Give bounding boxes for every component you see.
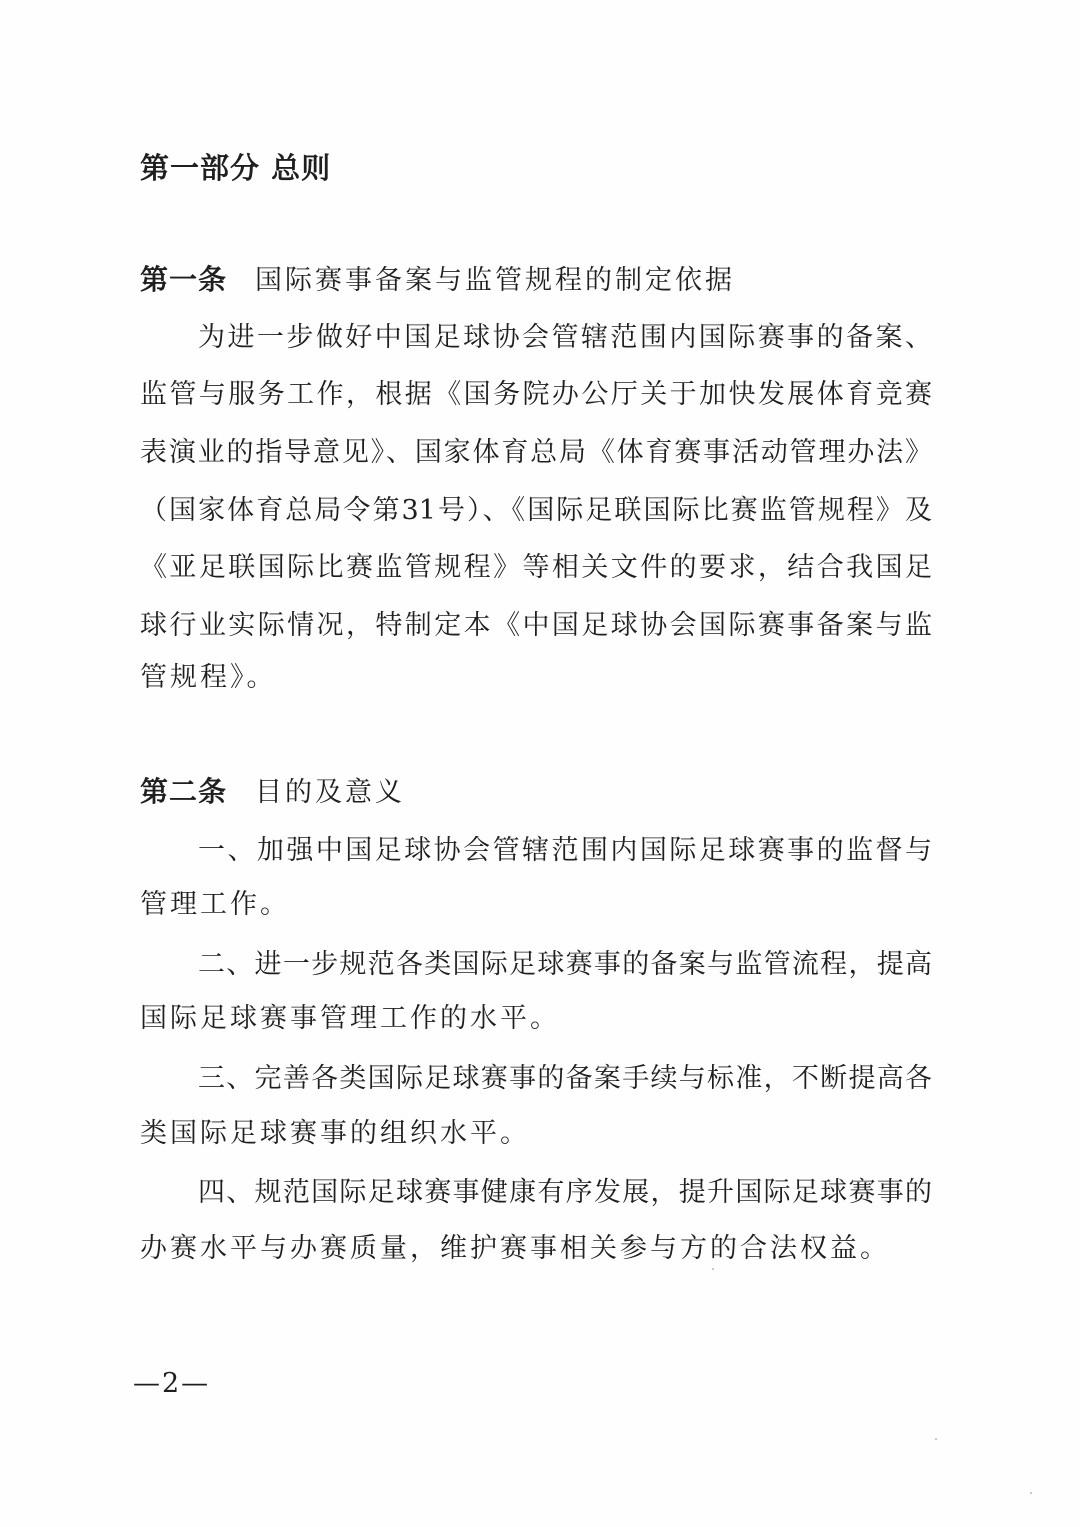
article-1-line: 为进一步做好中国足球协会管辖范围内国际赛事的备案、: [198, 322, 932, 353]
article-1-line: 管规程》。: [140, 662, 277, 693]
article-2-line: 办赛水平与办赛质量，维护赛事相关参与方的合法权益。: [140, 1233, 890, 1264]
page-number: —2—: [133, 1368, 211, 1399]
article-2-line: 类国际足球赛事的组织水平。: [140, 1118, 530, 1149]
scan-speck: [935, 1438, 937, 1440]
article-1-number: 第一条: [140, 263, 228, 296]
article-2-line: 国际足球赛事管理工作的水平。: [140, 1003, 560, 1034]
article-1-heading: [140, 258, 735, 298]
article-2-line: 管理工作。: [140, 889, 290, 920]
article-2-number: 第二条: [140, 775, 228, 808]
article-2-heading: [140, 770, 405, 810]
article-2-line: 三、完善各类国际足球赛事的备案手续与标准，不断提高各: [198, 1063, 932, 1094]
scan-speck: [712, 1268, 714, 1270]
article-2-title: 目的及意义: [255, 777, 406, 808]
article-1-title: 国际赛事备案与监管规程的制定依据: [255, 265, 736, 296]
scan-speck: [1030, 1492, 1032, 1494]
article-1-line: （国家体育总局令第31号）、《国际足联国际比赛监管规程》及: [140, 495, 932, 526]
article-2-line: 二、进一步规范各类国际足球赛事的备案与监管流程，提高: [198, 949, 932, 980]
part-title: 第一部分 总则: [140, 151, 332, 185]
article-1-line: 监管与服务工作，根据《国务院办公厅关于加快发展体育竞赛: [140, 379, 932, 410]
article-1-line: 表演业的指导意见》、国家体育总局《体育赛事活动管理办法》: [140, 437, 932, 468]
article-1-line: 《亚足联国际比赛监管规程》等相关文件的要求，结合我国足: [140, 552, 932, 583]
article-2-line: 四、规范国际足球赛事健康有序发展，提升国际足球赛事的: [198, 1177, 932, 1208]
article-2-line: 一、加强中国足球协会管辖范围内国际足球赛事的监督与: [198, 835, 932, 866]
article-1-line: 球行业实际情况，特制定本《中国足球协会国际赛事备案与监: [140, 610, 932, 641]
